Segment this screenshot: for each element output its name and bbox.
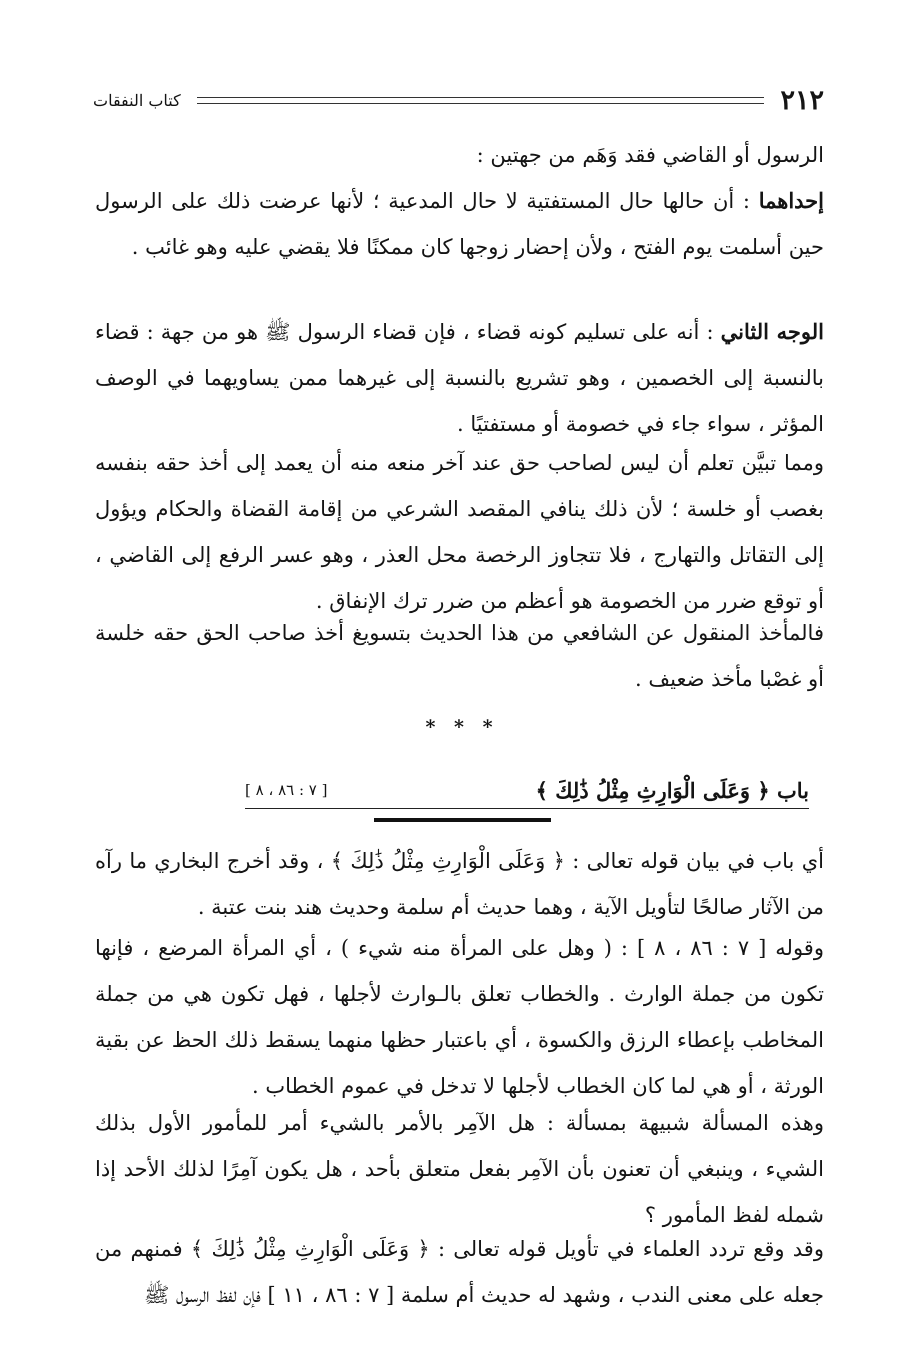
- paragraph: وهذه المسألة شبيهة بمسألة : هل الآمِر بالأمر بالشيء أمر للمأمور الأول بذلك الشيء ، وينبغي أن تعنون بأن الآمِر بفعل متعلق بأحد ، هل يكون آمِرًا لذلك الأحد إذا شمله لفظ المأمور ؟: [95, 1111, 824, 1227]
- paragraph: [95, 309, 824, 447]
- paragraph-lead: إحداهما: [758, 188, 824, 213]
- chapter-rule-thick: [374, 818, 551, 822]
- section-separator: * * *: [425, 716, 499, 738]
- chapter-title: باب ﴿ وَعَلَى الْوَارِثِ مِثْلُ ذَٰلِكَ ﴾: [535, 777, 809, 803]
- header-rule: [197, 97, 765, 104]
- paragraph: الرسول أو القاضي فقد وَهَم من جهتين :: [476, 143, 824, 167]
- paragraph: أي باب في بيان قوله تعالى : ﴿ وَعَلَى الْوَارِثِ مِثْلُ ذَٰلِكَ ﴾ ، وقد أخرج البخاري ما رآه من الآثار صالحًا لتأويل الآية ، وهما حديث أم سلمة وحديث هند بنت عتبة .: [95, 849, 824, 919]
- chapter-rule: [245, 808, 809, 809]
- paragraph: ومما تبيَّن تعلم أن ليس لصاحب حق عند آخر منعه منه أن يعمد إلى أخذ حقه بنفسه بغصب أو خلسة ؛ لأن ذلك ينافي المقصد الشرعي من إقامة القضاة والحكام ويؤول إلى التقاتل والتهارج ، فلا تتجاوز الرخصة محل العذر ، وهو عسر الرفع إلى القاضي ، أو توقع ضرر من الخصومة هو أعظم من ضرر ترك الإنفاق .: [95, 451, 824, 613]
- book-title: كتاب النفقات: [93, 90, 181, 110]
- paragraph-text: : أنه على تسليم كونه قضاء ، فإن قضاء الرسول ﷺ هو من جهة : قضاء بالنسبة إلى الخصمين ، وهو تشريع بالنسبة إلى غيرهما ممن يساويهما في الوصف المؤثر ، سواء جاء في خصومة أو مستفتيًا .: [95, 320, 824, 436]
- paragraph: فالمأخذ المنقول عن الشافعي من هذا الحديث بتسويغ أخذ صاحب الحق حقه خلسة أو غصْبا مأخذ ضعيف .: [95, 621, 824, 691]
- page-number: ٢١٢: [780, 84, 824, 116]
- paragraph-text: : أن حالها حال المستفتية لا حال المدعية ؛ لأنها عرضت ذلك على الرسول حين أسلمت يوم الفتح ، ولأن إحضار زوجها كان ممكنًا فلا يقضي عليه وهو غائب .: [95, 189, 824, 259]
- paragraph: وقوله [ ٧ : ٨٦ ، ٨ ] : ( وهل على المرأة منه شيء ) ، أي المرأة المرضع ، فإنها تكون من جملة الوارث . والخطاب تعلق بالـوارث لأجلها ، فهل تكون هي من جملة المخاطب بإعطاء الرزق والكسوة ، أي باعتبار حظها منهما يسقط ذلك الحظ عن بقية الورثة ، أو هي لما كان الخطاب لأجلها لا تدخل في عموم الخطاب .: [95, 936, 824, 1098]
- page-header: [93, 80, 824, 120]
- paragraph: [95, 178, 824, 270]
- chapter-reference: [ ٧ : ٨٦ ، ٨ ]: [245, 781, 328, 799]
- chapter-heading: [245, 770, 809, 810]
- paragraph: وقد وقع تردد العلماء في تأويل قوله تعالى : ﴿ وَعَلَى الْوَارِثِ مِثْلُ ذَٰلِكَ ﴾ فمنهم من جعله على معنى الندب ، وشهد له حديث أم سلمة [ ٧ : ٨٦ ، ١١ ] فإن لفظ الرسول ﷺ: [95, 1237, 824, 1307]
- paragraph-lead: الوجه الثاني: [720, 319, 824, 344]
